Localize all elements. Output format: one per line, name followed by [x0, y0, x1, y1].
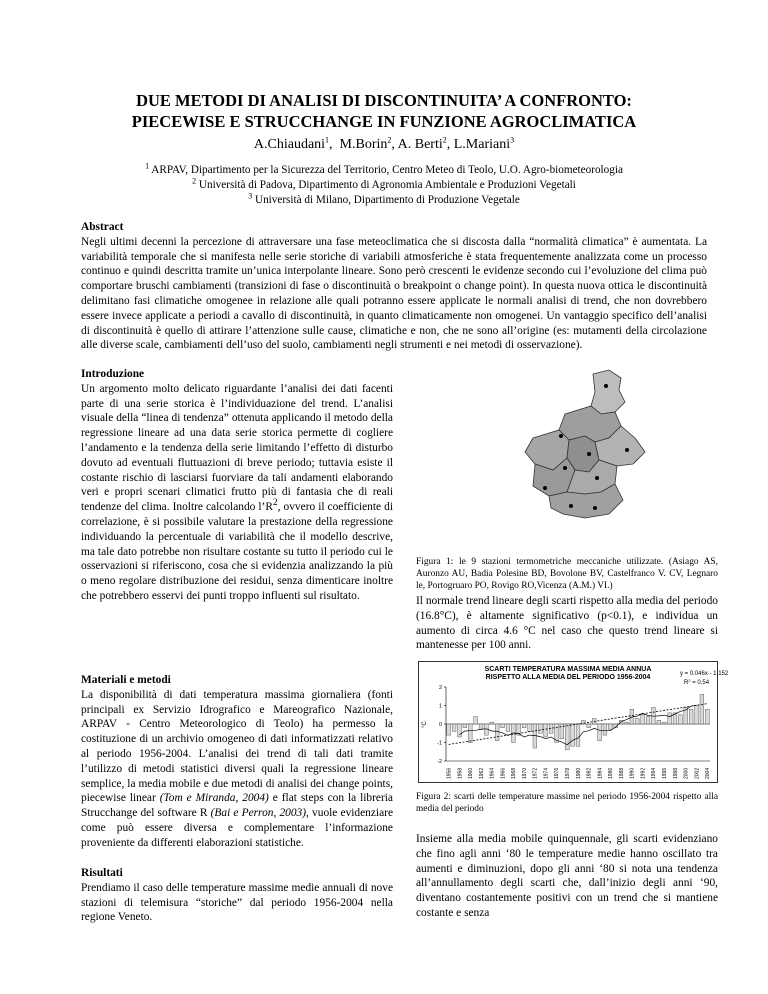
y-tick-label: -2: [437, 759, 442, 765]
chart-equation: y = 0.046x - 1.152: [680, 671, 729, 677]
x-tick-label: 1964: [489, 767, 496, 779]
x-tick-label: 1972: [532, 767, 539, 779]
figure-2-caption: Figura 2: scarti delle temperature massime nel periodo 1956-2004 rispetto alla media del periodo: [416, 792, 718, 814]
paper-title: [60, 90, 708, 132]
right-paragraph-1: Il normale trend lineare degli scarti rispetto alla media del periodo (16.8°C), è altamente significativo (p<0.1), e individua un aumento di circa 4.6 °C nel caso che questo trend lineare si mantenesse per 100 anni.: [416, 595, 718, 652]
station-vicenza: [563, 466, 567, 470]
right-paragraph-2: Insieme alla media mobile quinquennale, gli scarti evidenziano che fino agli anni ‘80 le temperature medie hanno oscillato tra aumenti e diminuzioni, dopo gli anni ‘80 si nota una tendenza all’annullamento degli scarti che, dall’inizio degli anni ‘90, diventano costantemente positivi con un trend che si mantiene costante e senza: [416, 833, 718, 919]
x-tick-label: 1998: [672, 767, 679, 779]
x-tick-label: 2002: [694, 767, 701, 779]
station-portogruaro: [625, 448, 629, 452]
affiliation-1: $^1$ ARPAV, Dipartimento per la Sicurezza del Territorio, Centro Meteo di Teolo, U.O. Agro-biometeorologia: [145, 161, 623, 176]
x-tick-label: 1958: [457, 767, 464, 779]
station-asiago: [559, 434, 563, 438]
abstract-heading: Abstract: [81, 221, 124, 233]
bar-2003: [700, 694, 704, 724]
veneto-region-shape: [525, 370, 645, 518]
bar-1984: [598, 724, 602, 741]
bar-1995: [657, 720, 661, 724]
abstract-section: [81, 220, 707, 353]
chart-title: SCARTI TEMPERATURA MASSIMA MEDIA ANNUA: [484, 666, 652, 673]
bar-1974: [544, 724, 548, 737]
bar-2001: [689, 709, 693, 724]
bar-2002: [695, 706, 699, 725]
station-auronzo: [604, 384, 608, 388]
figure-1-caption: Figura 1: le 9 stazioni termometriche meccaniche utilizzate. (Asiago AS, Auronzo AU, Badia Polesine BD, Bovolone BV, Castelfranco V. CV, Legnaro le, Portogruaro PO, Rovigo RO,Vicenza (A.M.) VI.): [416, 557, 718, 591]
materials-section: [81, 673, 393, 851]
title-line-1: DUE METODI DI ANALISI DI DISCONTINUITA’ A CONFRONTO:: [136, 91, 632, 110]
station-castelfranco: [587, 452, 591, 456]
results-heading: Risultati: [81, 867, 123, 879]
bar-1985: [603, 724, 607, 735]
bar-2004: [705, 709, 709, 724]
x-tick-label: 1982: [586, 767, 593, 779]
x-tick-label: 1980: [575, 767, 582, 779]
temperature-anomaly-chart: [418, 661, 729, 783]
author-4: L.Mariani: [453, 137, 511, 152]
x-tick-label: 1984: [597, 767, 604, 779]
bar-1989: [625, 722, 629, 724]
bar-1960: [468, 724, 472, 743]
x-tick-label: 1978: [565, 767, 572, 779]
x-tick-label: 2000: [683, 767, 690, 779]
affiliation-3: $^3$ Università di Milano, Dipartimento di Produzione Vegetale: [248, 191, 520, 206]
bar-1981: [582, 720, 586, 724]
author-1: A.Chiaudani: [253, 137, 326, 152]
bar-1986: [608, 724, 612, 730]
veneto-stations-map: [505, 368, 650, 538]
introduction-text: Un argomento molto delicato riguardante l’analisi dei dati facenti parte di una serie storica è l’individuazione del trend. L’analisi visuale della “linea di tendenza” ottenuta applicando il metodo della regressione lineare ad una data serie storica permette di cogliere l’andamento e la tendenza della serie limitando l’effetto di disturbo dovuto ad eventuali fluttuazioni di breve periodo; tuttavia esiste il costante rischio di lasciarsi fuorviare da tali andamenti elaborando veri e propri scenari climatici frutto più di fantasia che di reali tendenze del clima. Inoltre calcolando $l’R^2$, ovvero il coefficiente di correlazione, è si possibile valutare la prestazione della regressione individuando la percentuale di variabilità che il modello descrive, ma tale dato potrebbe non risultare costante su tutto il periodo cui le osservazioni si riferiscono, cosa che si evidenzia analizzando la più o meno regolare distribuzione dei residui, senza dimenticare inoltre che potrebbero esservi dei punti troppo influenti sul risultato.: [81, 382, 393, 602]
station-badia: [569, 504, 573, 508]
x-tick-label: 1986: [608, 767, 615, 779]
chart-ylabel: °C: [422, 721, 428, 728]
bar-1966: [501, 724, 505, 728]
affiliation-2: $^2$ Università di Padova, Dipartimento di Agronomia Ambientale e Produzioni Vegetali: [192, 176, 576, 191]
x-tick-label: 1990: [629, 767, 636, 779]
abstract-text: Negli ultimi decenni la percezione di attraversare una fase meteoclimatica che si discosta dalla “normalità climatica” è aumentata. La variabilità temporale che si manifesta nelle serie storiche di variabili atmosferiche è stata frequentemente analizzata come un processo continuo e quindi descritta tramite un’unica interpolante lineare. Sono però crescenti le evidenze secondo cui l’evoluzione del clima può comportare bruschi cambiamenti (transizioni di fase o discontinuità o breakpoint o change point). In questa nuova ottica le discontinuità delimitano fasi climatiche omogenee in relazione alle quali potranno essere applicate le normali analisi di trend, che non dovrebbero essere invece applicate a periodi a cavallo di discontinuità, in quanto climaticamente non omogenei. Un vantaggio specifico dell’analisi di discontinuità è quello di attirare l’attenzione sulle cause, climatiche e non, che ne sono all’origine (es: mutamenti della circolazione alle diverse scale, cambiamenti dell’uso del suolo, cambiamenti negli strumenti e nei metodi di osservazione).: [81, 235, 707, 352]
bar-1959: [463, 724, 467, 728]
bar-1958: [458, 724, 462, 737]
x-tick-label: 2004: [705, 767, 712, 779]
chart-subtitle: RISPETTO ALLA MEDIA DEL PERIODO 1956-2004: [485, 674, 651, 681]
x-tick-label: 1966: [500, 767, 507, 779]
bar-1961: [474, 717, 478, 724]
bar-1996: [662, 722, 666, 724]
y-tick-label: 1: [438, 703, 442, 710]
bar-1956: [447, 724, 451, 735]
y-tick-label: 2: [438, 685, 442, 691]
x-tick-label: 1996: [662, 767, 669, 779]
station-legnaro: [595, 476, 599, 480]
station-bovolone: [543, 486, 547, 490]
bar-1978: [565, 724, 569, 750]
bar-1957: [452, 724, 456, 731]
materials-heading: Materiali e metodi: [81, 674, 171, 686]
bar-1967: [506, 724, 510, 731]
x-tick-label: 1962: [478, 767, 485, 779]
affiliations: [60, 163, 708, 208]
bar-1962: [479, 724, 483, 730]
x-tick-label: 1960: [468, 767, 475, 779]
y-tick-label: -1: [437, 740, 442, 747]
bar-1982: [587, 724, 591, 728]
y-tick-label: 0: [438, 722, 442, 728]
x-tick-label: 1956: [446, 767, 453, 779]
introduction-heading: Introduzione: [81, 368, 145, 380]
bar-1993: [646, 717, 650, 724]
bar-1997: [668, 713, 672, 724]
bar-1973: [538, 724, 542, 733]
results-text: Prendiamo il caso delle temperature massime medie annuali di nove stazioni di telemisura “storiche” dal periodo 1956-2004 nella regione Veneto.: [81, 881, 393, 924]
bar-1994: [652, 707, 656, 724]
bar-1991: [635, 718, 639, 724]
x-tick-label: 1988: [618, 767, 625, 779]
materials-text: La disponibilità di dati temperatura massima giornaliera (fonti principali ex Servizio Idrografico e Mareografico Nazionale, ARPAV - Centro Meteorologico di Teolo) ha permesso la costituzione di un archivio omogeneo di dati informatizzati relativo al periodo 1956-2004. L’analisi dei trend di tali dati tramite l’utilizzo di metodi statistici diversi quali la regressione lineare semplice, la media mobile e due metodi di analisi dei change points, piecewise linear (Tom e Miranda, 2004) e flat steps con la libreria Strucchange del software R (Bai e Perron, 2003), vuole evidenziare come può essere diversa e complementare l’informazione proveniente da differenti elaborazioni statistiche.: [81, 688, 393, 849]
bar-1992: [641, 715, 645, 724]
x-tick-label: 1994: [651, 767, 658, 779]
bar-1965: [495, 724, 499, 741]
introduction-section: [81, 367, 393, 604]
author-3: A. Berti: [397, 137, 443, 152]
x-tick-label: 1976: [554, 767, 561, 779]
bar-1970: [522, 724, 526, 728]
author-2: M.Borin: [339, 137, 388, 152]
x-tick-label: 1992: [640, 767, 647, 779]
bar-1979: [571, 724, 575, 746]
x-tick-label: 1968: [511, 767, 518, 779]
bar-1999: [678, 715, 682, 724]
bar-1964: [490, 722, 494, 724]
station-rovigo: [593, 506, 597, 510]
chart-r2: $R^2 = 0.54$: [684, 678, 710, 686]
bar-1980: [576, 724, 580, 746]
authors: A.Chiaudani$^1$, M.Borin$^2$, A. Berti$^2$, L.Mariani$^3$: [253, 135, 515, 152]
bar-1971: [528, 724, 532, 731]
results-section: [81, 866, 393, 925]
x-tick-label: 1970: [521, 767, 528, 779]
title-line-2: PIECEWISE E STRUCCHANGE IN FUNZIONE AGROCLIMATICA: [131, 112, 637, 131]
x-tick-label: 1974: [543, 767, 550, 779]
